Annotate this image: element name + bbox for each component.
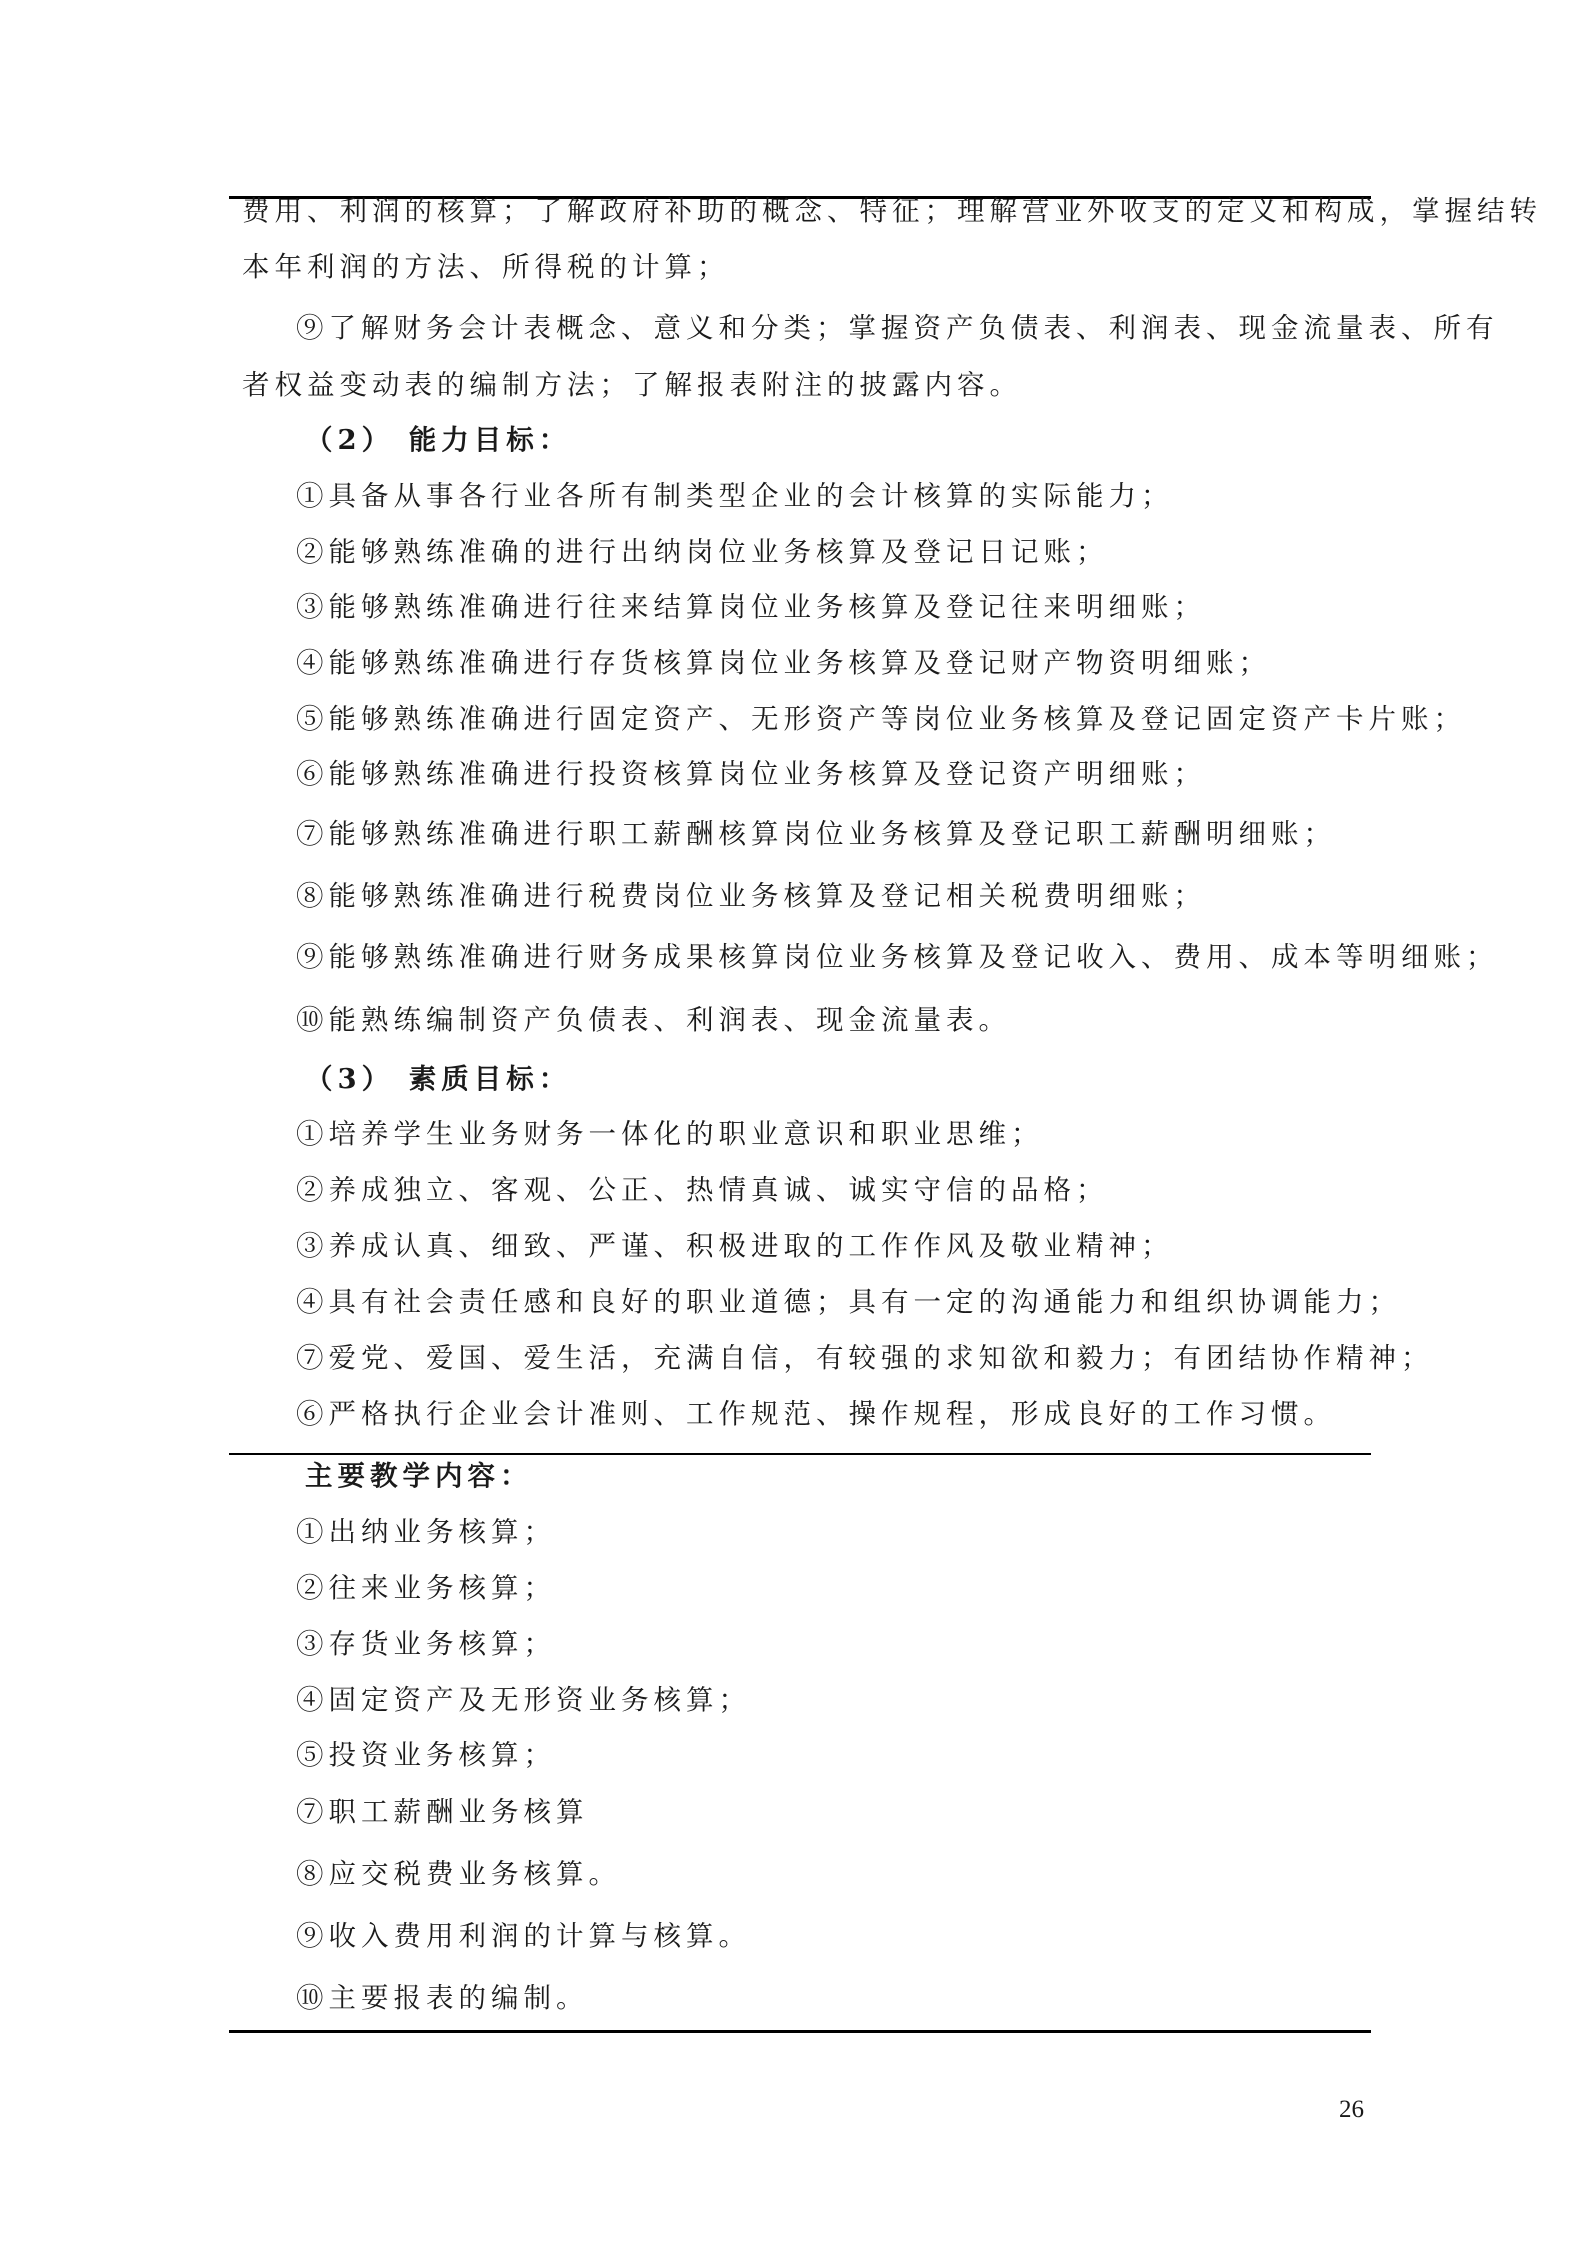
list-item: ⑨能够熟练准确进行财务成果核算岗位业务核算及登记收入、费用、成本等明细账；	[296, 941, 1499, 973]
list-item: ⑤投资业务核算；	[296, 1739, 556, 1771]
list-item: ①培养学生业务财务一体化的职业意识和职业思维；	[296, 1118, 1044, 1150]
list-item: ⑦职工薪酬业务核算	[296, 1796, 589, 1828]
list-item: ②能够熟练准确的进行出纳岗位业务核算及登记日记账；	[296, 536, 1109, 568]
text-line: 费用、利润的核算；了解政府补助的概念、特征；理解营业外收支的定义和构成，掌握结转	[242, 195, 1542, 227]
list-item: ⑩主要报表的编制。	[296, 1982, 589, 2014]
content-heading: 主要教学内容：	[305, 1460, 533, 1492]
list-item: ④具有社会责任感和良好的职业道德；具有一定的沟通能力和组织协调能力；	[296, 1286, 1401, 1318]
bottom-rule	[229, 2030, 1371, 2033]
list-item: ③能够熟练准确进行往来结算岗位业务核算及登记往来明细账；	[296, 591, 1206, 623]
list-item: ③存货业务核算；	[296, 1628, 556, 1660]
list-item: ⑧应交税费业务核算。	[296, 1858, 621, 1890]
list-item: ④固定资产及无形资业务核算；	[296, 1684, 751, 1716]
ability-heading: （2） 能力目标：	[305, 424, 572, 456]
list-item: ②养成独立、客观、公正、热情真诚、诚实守信的品格；	[296, 1174, 1109, 1206]
list-item: ①出纳业务核算；	[296, 1516, 556, 1548]
list-item: ③养成认真、细致、严谨、积极进取的工作作风及敬业精神；	[296, 1230, 1174, 1262]
page-number: 26	[1339, 2096, 1364, 2123]
list-item: ⑧能够熟练准确进行税费岗位业务核算及登记相关税费明细账；	[296, 880, 1206, 912]
text-line: 本年利润的方法、所得税的计算；	[242, 251, 730, 283]
list-item: ⑦爱党、爱国、爱生活，充满自信，有较强的求知欲和毅力；有团结协作精神；	[296, 1342, 1434, 1374]
list-item: ⑤能够熟练准确进行固定资产、无形资产等岗位业务核算及登记固定资产卡片账；	[296, 703, 1466, 735]
list-item: ⑨收入费用利润的计算与核算。	[296, 1920, 751, 1952]
list-item: ⑥能够熟练准确进行投资核算岗位业务核算及登记资产明细账；	[296, 758, 1206, 790]
list-item: ④能够熟练准确进行存货核算岗位业务核算及登记财产物资明细账；	[296, 647, 1271, 679]
list-item: ⑥严格执行企业会计准则、工作规范、操作规程，形成良好的工作习惯。	[296, 1398, 1336, 1430]
text-line: ⑨了解财务会计表概念、意义和分类；掌握资产负债表、利润表、现金流量表、所有	[296, 312, 1499, 344]
list-item: ①具备从事各行业各所有制类型企业的会计核算的实际能力；	[296, 480, 1174, 512]
quality-heading: （3） 素质目标：	[305, 1063, 572, 1095]
list-item: ⑩能熟练编制资产负债表、利润表、现金流量表。	[296, 1004, 1011, 1036]
list-item: ⑦能够熟练准确进行职工薪酬核算岗位业务核算及登记职工薪酬明细账；	[296, 818, 1336, 850]
list-item: ②往来业务核算；	[296, 1572, 556, 1604]
text-line: 者权益变动表的编制方法；了解报表附注的披露内容。	[242, 369, 1022, 401]
section-divider	[229, 1453, 1371, 1455]
